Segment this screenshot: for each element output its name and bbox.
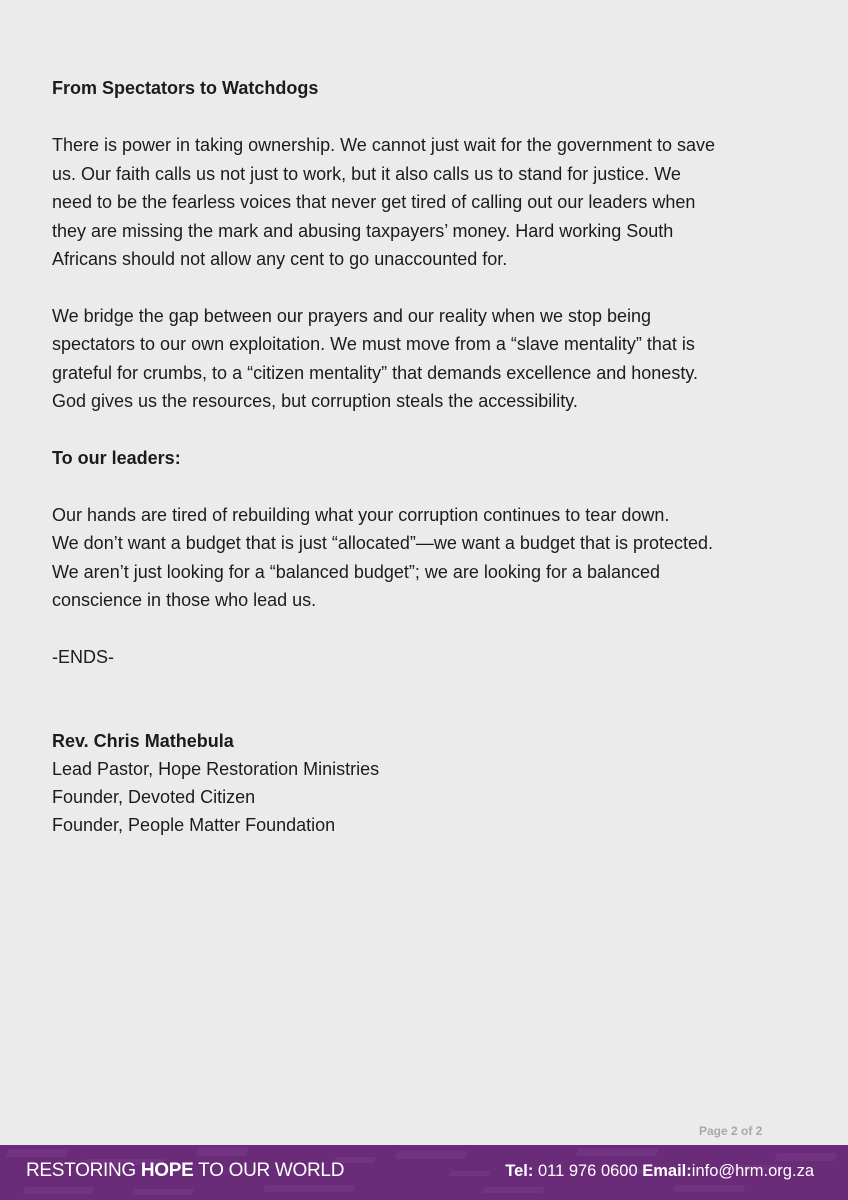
- signatory-name: Rev. Chris Mathebula: [52, 730, 234, 751]
- signatory-title: Lead Pastor, Hope Restoration Ministries: [52, 758, 380, 779]
- page-number: Page 2 of 2: [699, 1124, 763, 1138]
- text-line: spectators to our own exploitation. We must move from a “slave mentality” that is: [52, 334, 695, 354]
- ends-marker: -ENDS-: [52, 646, 114, 667]
- text-line: grateful for crumbs, to a “citizen mentality” that demands excellence and honesty.: [52, 362, 698, 383]
- text-line: We aren’t just looking for a “balanced budget”; we are looking for a balanced: [52, 561, 661, 582]
- text-line: they are missing the mark and abusing taxpayers’ money. Hard working South: [52, 220, 674, 241]
- footer-banner: [0, 1145, 848, 1200]
- text-line: need to be the fearless voices that never get tired of calling out our leaders when: [52, 192, 696, 212]
- signatory-title: Founder, People Matter Foundation: [52, 814, 336, 835]
- slogan-emphasis: HOPE: [140, 1160, 194, 1181]
- tel-label: Tel:: [505, 1162, 534, 1180]
- footer-slogan: [26, 1160, 344, 1182]
- email-link[interactable]: info@hrm.org.za: [691, 1162, 814, 1180]
- section-heading-leaders: To our leaders:: [52, 447, 181, 468]
- text-line: us. Our faith calls us not just to work, but it also calls us to stand for justice. We: [52, 163, 681, 184]
- footer-contact: [505, 1162, 814, 1181]
- paragraph-ownership: [52, 131, 812, 274]
- text-line: There is power in taking ownership. We cannot just wait for the government to save: [52, 135, 716, 155]
- section-heading-watchdogs: From Spectators to Watchdogs: [52, 78, 319, 98]
- signature-block: [52, 727, 812, 839]
- paragraph-bridge-gap: [52, 302, 812, 416]
- paragraph-to-leaders: [52, 501, 812, 615]
- text-line: God gives us the resources, but corruption steals the accessibility.: [52, 391, 578, 411]
- slogan-part: TO OUR WORLD: [193, 1160, 345, 1181]
- signatory-title: Founder, Devoted Citizen: [52, 786, 256, 807]
- slogan-part: RESTORING: [26, 1160, 141, 1181]
- text-line: We don’t want a budget that is just “allocated”—we want a budget that is protected.: [52, 533, 714, 553]
- text-line: We bridge the gap between our prayers and our reality when we stop being: [52, 305, 652, 326]
- tel-value: 011 976 0600: [533, 1162, 643, 1180]
- document-body: [52, 74, 812, 839]
- email-label: Email:: [642, 1162, 692, 1180]
- text-line: Africans should not allow any cent to go unaccounted for.: [52, 249, 508, 269]
- text-line: conscience in those who lead us.: [52, 590, 317, 610]
- text-line: Our hands are tired of rebuilding what your corruption continues to tear down.: [52, 504, 670, 525]
